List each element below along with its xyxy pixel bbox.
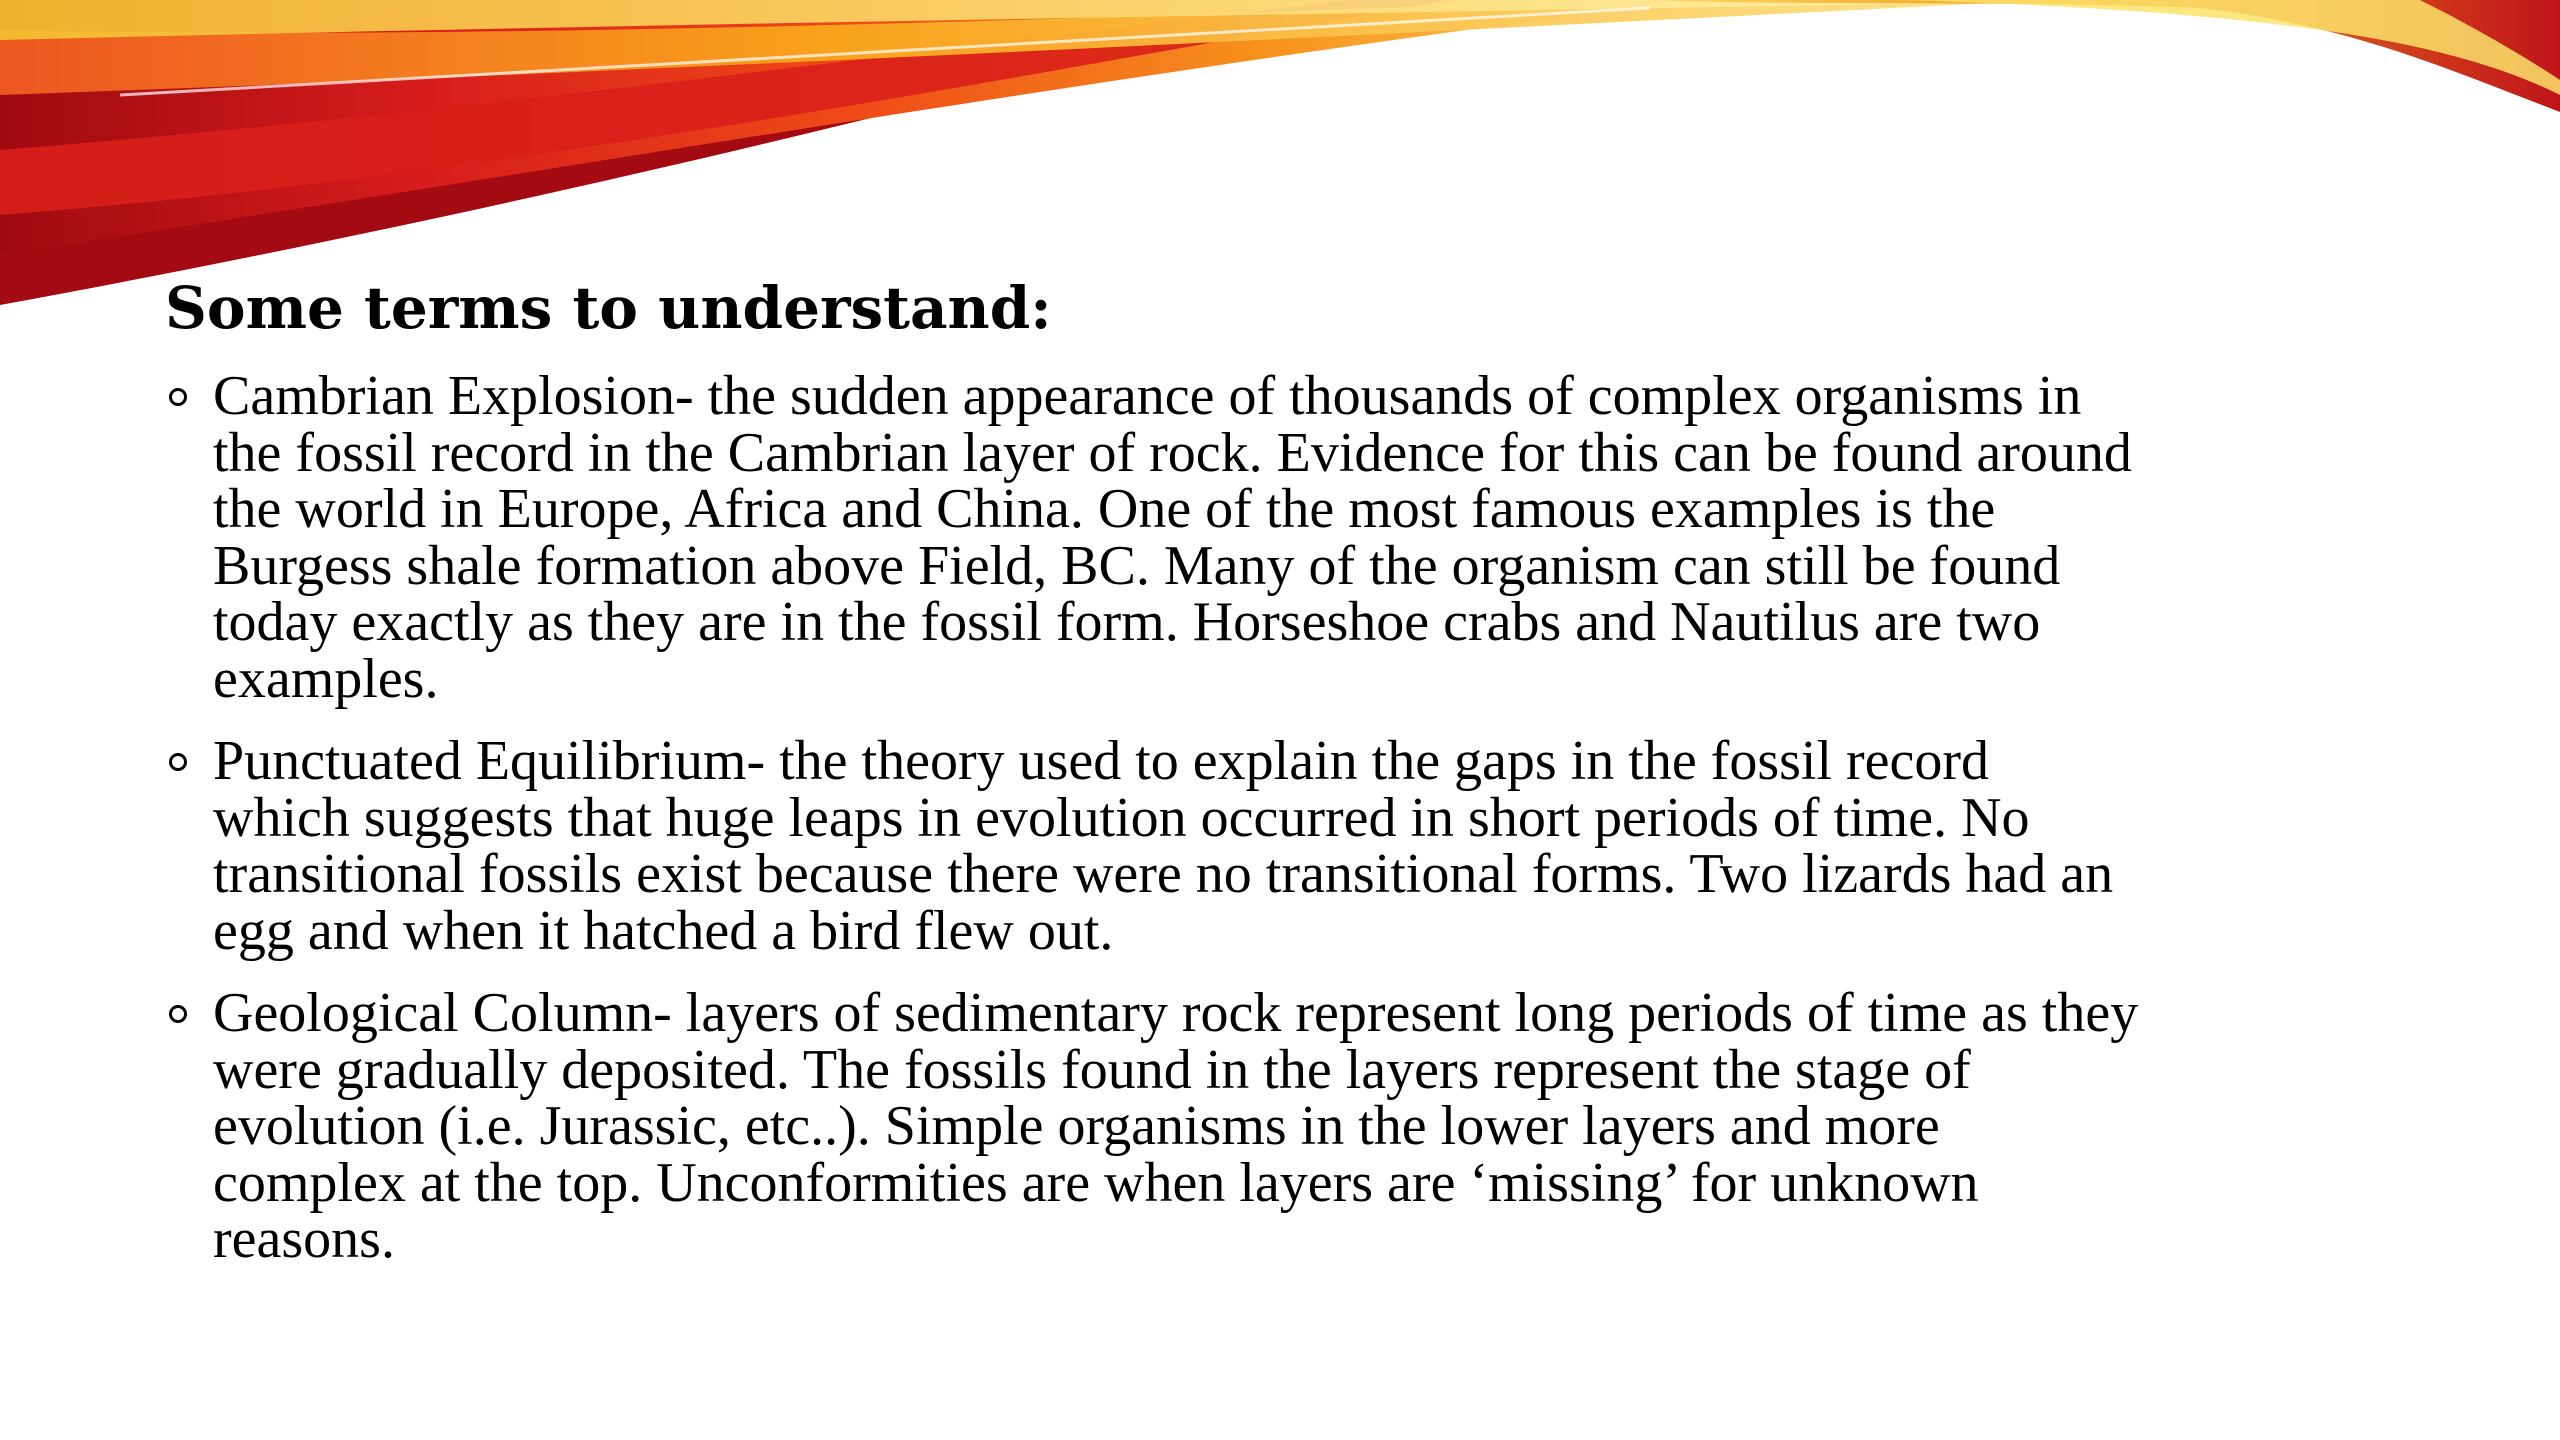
terms-list [165,365,2465,1294]
list-item-line: complex at the top. Unconformities are when layers are ‘missing’ for unknown [213,1151,1979,1214]
list-item-line: the fossil record in the Cambrian layer of rock. Evidence for this can be found around [213,421,2132,484]
list-item-line: today exactly as they are in the fossil form. Horseshoe crabs and Nautilus are two [213,591,2041,653]
list-item-line: egg and when it hatched a bird flew out. [213,899,1114,962]
list-item [165,730,2465,962]
list-item-line: Geological Column- layers of sedimentary rock represent long periods of time as they [213,982,2139,1044]
list-item-line: which suggests that huge leaps in evolution occurred in short periods of time. No [213,786,2030,849]
hollow-circle-bullet-icon [169,388,187,406]
slide-title: Some terms to understand: [165,274,1052,342]
list-item-line: were gradually deposited. The fossils found in the layers represent the stage of [213,1038,1971,1101]
list-item-line: the world in Europe, Africa and China. One of the most famous examples is the [213,478,1996,540]
list-item [165,365,2465,710]
list-item [165,982,2465,1270]
list-item-line: Burgess shale formation above Field, BC. Many of the organism can still be found [213,534,2061,597]
list-item-line: evolution (i.e. Jurassic, etc..). Simple organisms in the lower layers and more [213,1095,1940,1157]
hollow-circle-bullet-icon [169,1005,187,1023]
list-item-line: reasons. [213,1208,395,1270]
hollow-circle-bullet-icon [169,753,187,771]
list-item-line: examples. [213,647,439,710]
list-item-line: Cambrian Explosion- the sudden appearance of thousands of complex organisms in [213,365,2082,427]
list-item-line: transitional fossils exist because there were no transitional forms. Two lizards had an [213,843,2114,905]
list-item-line: Punctuated Equilibrium- the theory used to explain the gaps in the fossil record [213,730,1990,792]
